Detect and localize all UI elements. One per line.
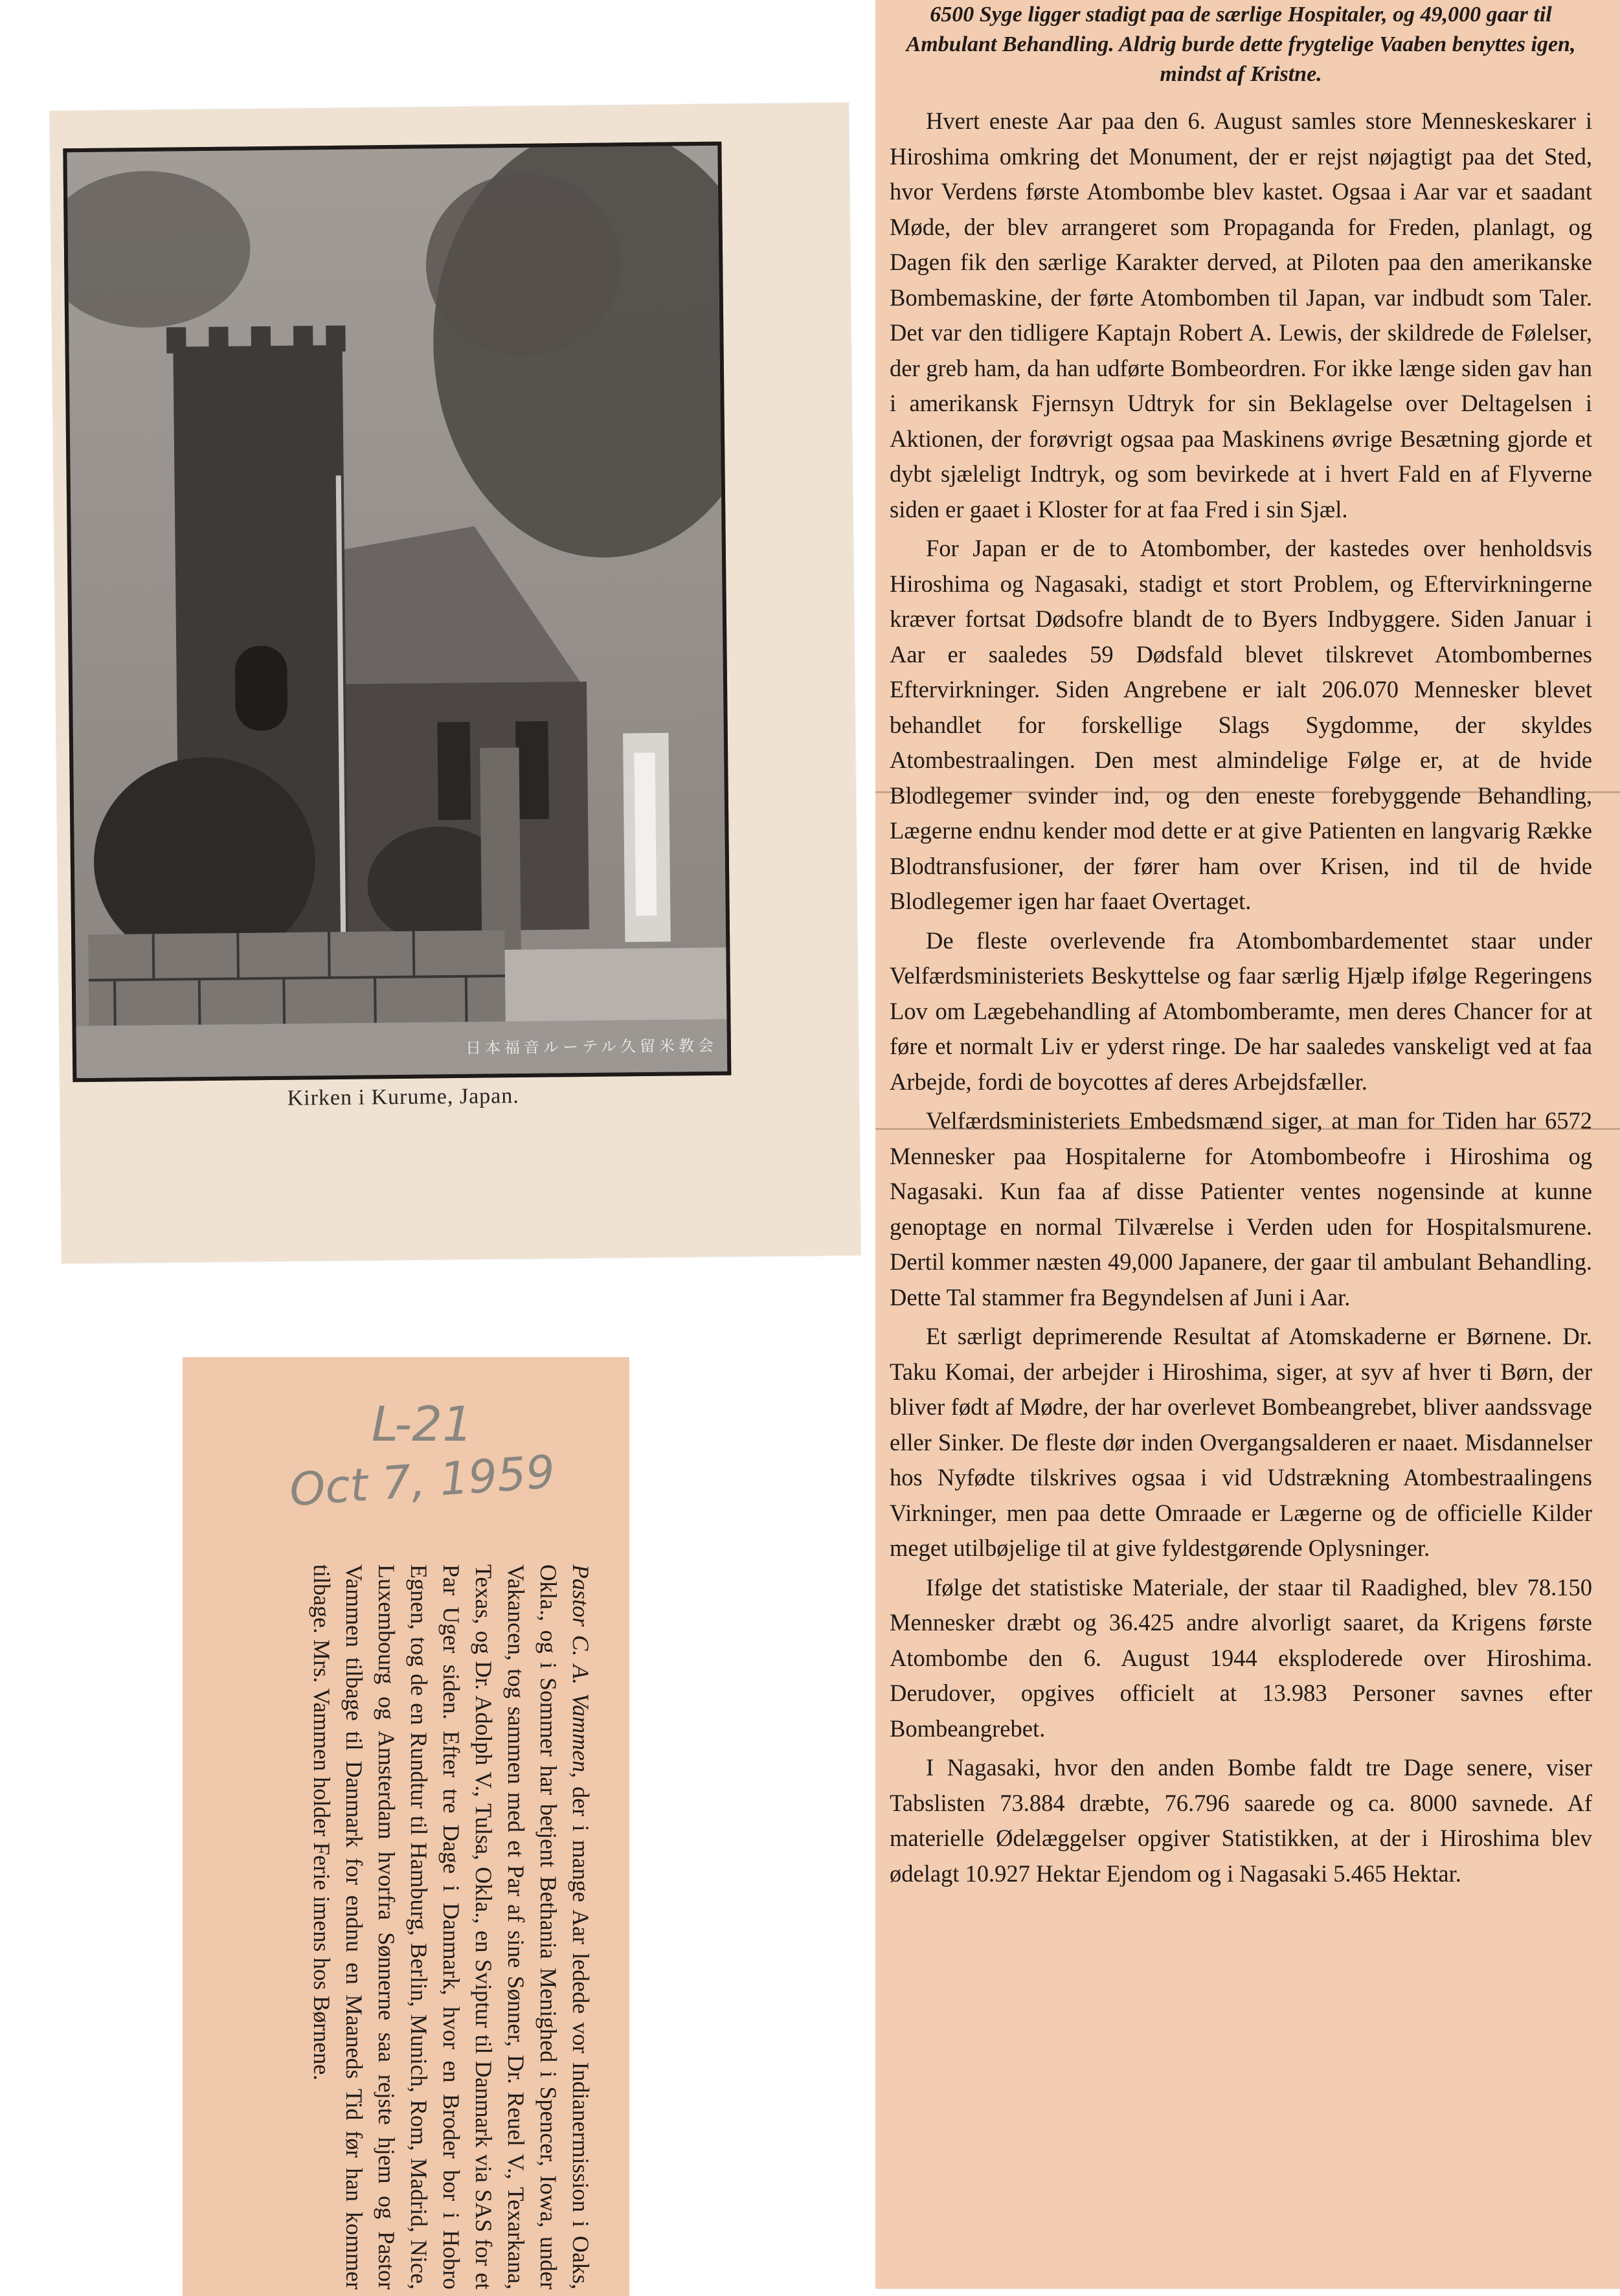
article-paragraph: Hvert eneste Aar paa den 6. August samles store Menneskeskarer i Hiroshima omkring det Monument, der er rejst nøjagtigt paa det Sted, hvor Verdens første Atombombe blev kastet. Ogsaa i Aar var et saadant Møde, der blev arrangeret som Propaganda for Freden, planlagt, og Dagen fik den særlige Karakter derved, at Piloten paa den amerikanske Bombemaskine, der førte Atombomben til Japan, var indbudt som Taler. Det var den tidligere Kaptajn Robert A. Lewis, der skildrede de Følelser, der greb ham, da han udførte Bombeordren. For ikke længe siden gav han i amerikansk Fjernsyn Udtryk for sin Beklagelse over Deltagelsen i Aktionen, der forøvrigt ogsaa paa Maskinens øvrige Besætning gjorde et dybt sjæleligt Indtryk, og som bevirkede at i hvert Fald en af Flyverne siden er gaaet i Kloster for at faa Fred i sin Sjæl.: [890, 107, 1592, 523]
photo-caption: Kirken i Kurume, Japan.: [287, 1084, 519, 1110]
pastor-notice: [208, 1564, 597, 2290]
article-paragraph: Velfærdsministeriets Embedsmænd siger, at man for Tiden har 6572 Mennesker paa Hospitalerne for Atombombeofre i Hiroshima og Nagasaki. Kun faa af disse Patienter ventes nogensinde at kunne genoptage en normal Tilværelse i Verden uden for Hospitalsmurene. Dertil kommer næsten 49,000 Japanere, der gaar til ambulant Behandling. Dette Tal stammer fra Begyndelsen af Juni i Aar.: [890, 1107, 1592, 1311]
article-body: [890, 0, 1592, 1895]
handwritten-date: Oct 7, 1959: [287, 1445, 557, 1517]
church-photo: [63, 142, 731, 1083]
handwritten-note: [254, 1396, 591, 1517]
article-paragraph: Ifølge det statistiske Materiale, der staar til Raadighed, blev 78.150 Mennesker dræbt og 36.425 andre alvorligt saaret, da Krigens første Atombombe den 6. August 1944 eksploderede over Hiroshima. Derudover, opgives officielt at 13.983 Personer savnes efter Bombeangrebet.: [890, 1573, 1592, 1742]
article-paragraph: De fleste overlevende fra Atombombardementet staar under Velfærdsministeriets Beskyttelse og faar særlig Hjælp ifølge Regeringens Lov om Lægebehandling af Atombomberamte, men deres Chancer for at føre et normalt Liv er yderst ringe. De har saaledes vanskeligt ved at faa Arbejde, fordi de boycottes af deres Arbejdsfæller.: [890, 927, 1592, 1095]
pastor-clipping: [183, 1357, 629, 2296]
church-illustration: [67, 146, 727, 1078]
article-clipping: [875, 0, 1620, 2289]
photo-clipping: [50, 103, 861, 1264]
article-paragraph: I Nagasaki, hvor den anden Bombe faldt tre Dage senere, viser Tabslisten 73.884 dræbte, 76.796 saarede og ca. 8000 savnede. Af materielle Ødelæggelser opgiver Statistikken, at der i Hiroshima blev ødelagt 10.927 Hektar Ejendom og i Nagasaki 5.465 Hektar.: [890, 1754, 1592, 1887]
handwritten-reference: L-21: [371, 1397, 473, 1452]
photo-inscription: 日本福音ルーテル久留米教会: [465, 1036, 718, 1057]
article-subhead: 6500 Syge ligger stadigt paa de særlige Hospitaler, og 49,000 gaar til Ambulant Behandling. Aldrig burde dette frygtelige Vaaben benyttes igen, mindst af Kristne.: [906, 3, 1576, 86]
pastor-name: Pastor C. A. Vammen,: [568, 1564, 594, 1787]
article-paragraph: Et særligt deprimerende Resultat af Atomskaderne er Børnene. Dr. Taku Komai, der arbejder i Hiroshima, siger, at syv af hver ti Børn, der bliver født af Mødre, der har overlevet Bombeangrebet, bliver aandssvage eller Sinker. De fleste dør inden Overgangsalderen er naaet. Misdannelser hos Nyfødte tilskrives ogsaa i vid Udstrækning Atombestraalingens Virkninger, men paa dette Omraade er Lægerne og de officielle Kilder meget utilbøjelige til at give fyldestgørende Oplysninger.: [890, 1323, 1592, 1561]
article-paragraph: For Japan er de to Atombomber, der kastedes over henholdsvis Hiroshima og Nagasaki, stadigt et stort Problem, og Eftervirkningerne kræver fortsat Dødsofre blandt de to Byers Indbyggere. Siden Januar i Aar er saaledes 59 Dødsfald blevet tilskrevet Atombombernes Eftervirkninger. Siden Angrebene er ialt 206.070 Mennesker blevet behandlet for forskellige Slags Sygdomme, der skyldes Atombestraalingen. Den mest almindelige Følge er, at de hvide Blodlegemer svinder ind, og den eneste forebyggende Behandling, Lægerne endnu kender mod dette er at give Patienten en langvarig Række Blodtransfusioner, der fører ham over Krisen, ind til de hvide Blodlegemer igen har faaet Overtaget.: [890, 535, 1592, 914]
pastor-notice-body: der i mange Aar ledede vor Indianermission i Oaks, Okla., og i Sommer har betjent Bethania Menighed i Spencer, Iowa, under Vakancen, tog sammen med et Par af sine Sønner, Dr. Reuel V., Texarkana, Texas, og Dr. Adolph V., Tulsa, Okla., en Sviptur til Danmark via SAS for et Par Uger siden. Efter tre Dage i Danmark, hvor en Broder bor i Hobro Egnen, tog de en Rundtur til Hamburg, Berlin, Munich, Rom, Madrid, Nice, Luxembourg og Amsterdam hvorfra Sønnerne saa rejste hjem og Pastor Vammen tilbage til Danmark for endnu en Maaneds Tid før han kommer tilbage. Mrs. Vammen holder Ferie imens hos Børnene.: [309, 1564, 594, 2290]
